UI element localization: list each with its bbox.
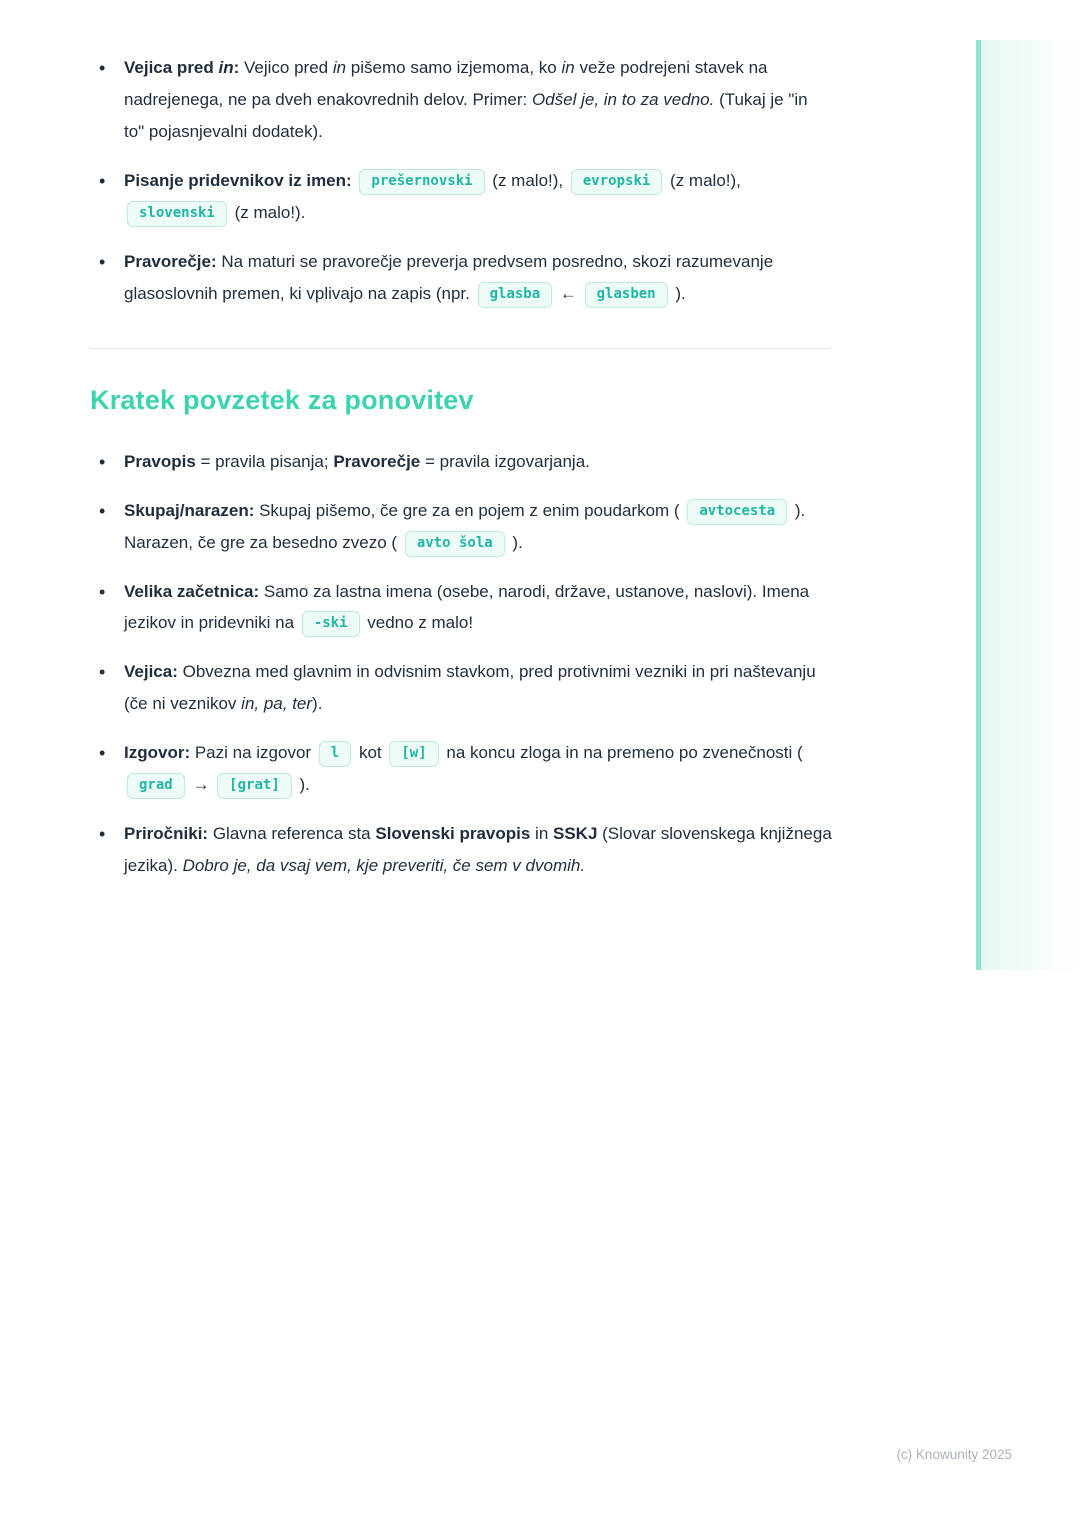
text-segment: = pravila izgovarjanja.	[420, 451, 590, 471]
code-badge: avtocesta	[687, 499, 787, 525]
text-segment: ).	[507, 532, 523, 552]
text-segment: = pravila pisanja;	[195, 451, 334, 471]
footer-copyright: (c) Knowunity 2025	[896, 1447, 1012, 1462]
text-segment: in	[218, 58, 234, 77]
text-segment: na koncu zloga in na premeno po zvenečnosti (	[441, 743, 803, 763]
list-item	[90, 576, 832, 640]
text-segment: in, pa, ter	[241, 694, 313, 714]
text-segment: Glavna referenca sta	[208, 824, 376, 844]
list-item	[90, 495, 832, 559]
list-item	[90, 165, 832, 229]
code-badge: -ski	[302, 611, 360, 637]
text-segment: pišemo samo izjemoma, ko	[346, 58, 562, 77]
text-segment: Na maturi se pravorečje preverja predvsem posredno, skozi razumevanje glasoslovnih premen, ki vplivajo na zapis (npr.	[124, 251, 774, 303]
code-badge: avto šola	[405, 531, 505, 557]
text-segment: Pravorečje	[333, 451, 421, 471]
top-list	[90, 52, 832, 310]
list-item	[90, 656, 832, 720]
text-segment: Skupaj/narazen:	[124, 500, 255, 520]
text-segment: vedno z malo!	[362, 613, 474, 633]
list-item	[90, 246, 832, 310]
text-segment: (z malo!),	[487, 170, 568, 190]
text-segment: (z malo!).	[229, 202, 306, 222]
code-badge: slovenski	[127, 201, 227, 227]
code-badge: grad	[127, 773, 185, 799]
text-segment: Velika začetnica:	[124, 581, 260, 601]
list-item	[90, 52, 832, 148]
text-segment: Vejica:	[124, 662, 178, 682]
text-segment: veže podrejeni stavek na nadrejenega, ne pa dveh enakovrednih delov. Primer:	[124, 58, 768, 109]
text-segment: Obvezna med glavnim in odvisnim stavkom, pred protivnimi vezniki in pri naštevanju (če ni veznikov	[124, 662, 816, 714]
text-segment: ). Narazen, če gre za besedno zvezo (	[124, 500, 806, 552]
text-segment: kot	[354, 743, 387, 763]
code-badge: prešernovski	[359, 169, 484, 195]
text-segment: ).	[312, 694, 323, 714]
summary-heading: Kratek povzetek za ponovitev	[90, 384, 474, 415]
text-segment: ).	[670, 283, 686, 303]
text-segment: Skupaj pišemo, če gre za en pojem z enim poudarkom (	[254, 500, 685, 520]
text-segment: Priročniki:	[124, 824, 209, 844]
text-segment: →	[187, 775, 215, 795]
code-badge: [w]	[389, 741, 438, 767]
text-segment: Pisanje pridevnikov iz imen:	[124, 170, 352, 190]
code-badge: [grat]	[217, 773, 292, 799]
text-segment: Pazi na izgovor	[190, 743, 316, 763]
code-badge: glasba	[478, 282, 553, 308]
text-segment: (z malo!),	[665, 170, 741, 190]
text-segment: ←	[555, 283, 582, 303]
text-segment: Odšel je, in to za vedno.	[531, 89, 715, 109]
text-segment: in	[561, 58, 575, 77]
text-segment: ).	[294, 775, 310, 795]
text-segment: Vejico pred	[239, 58, 333, 77]
text-segment: in	[530, 824, 553, 844]
text-segment: Vejica pred	[124, 58, 219, 77]
document-content	[0, 0, 840, 882]
text-segment: in	[332, 58, 347, 77]
list-item	[90, 737, 832, 801]
code-badge: glasben	[585, 282, 668, 308]
code-badge: l	[319, 741, 351, 767]
text-segment	[352, 171, 357, 190]
text-segment: Izgovor:	[124, 743, 191, 763]
text-segment: SSKJ	[553, 824, 598, 844]
section-divider	[90, 348, 830, 349]
text-segment: Pravopis	[124, 451, 196, 471]
list-item	[90, 446, 832, 478]
text-segment: Dobro je, da vsaj vem, kje preveriti, če sem v dvomih.	[182, 856, 586, 876]
text-segment: :	[233, 58, 240, 77]
right-accent-bar	[976, 40, 1080, 970]
code-badge: evropski	[571, 169, 662, 195]
text-segment: Pravorečje:	[124, 251, 217, 271]
text-segment: (Slovar slovenskega knjižnega jezika).	[124, 824, 832, 876]
list-item	[90, 818, 832, 882]
text-segment: Samo za lastna imena (osebe, narodi, države, ustanove, naslovi). Imena jezikov in pridevniki na	[124, 581, 810, 633]
summary-list	[90, 446, 832, 882]
text-segment: (Tukaj je "in to" pojasnjevalni dodatek).	[124, 89, 808, 141]
text-segment: Slovenski pravopis	[375, 824, 531, 844]
